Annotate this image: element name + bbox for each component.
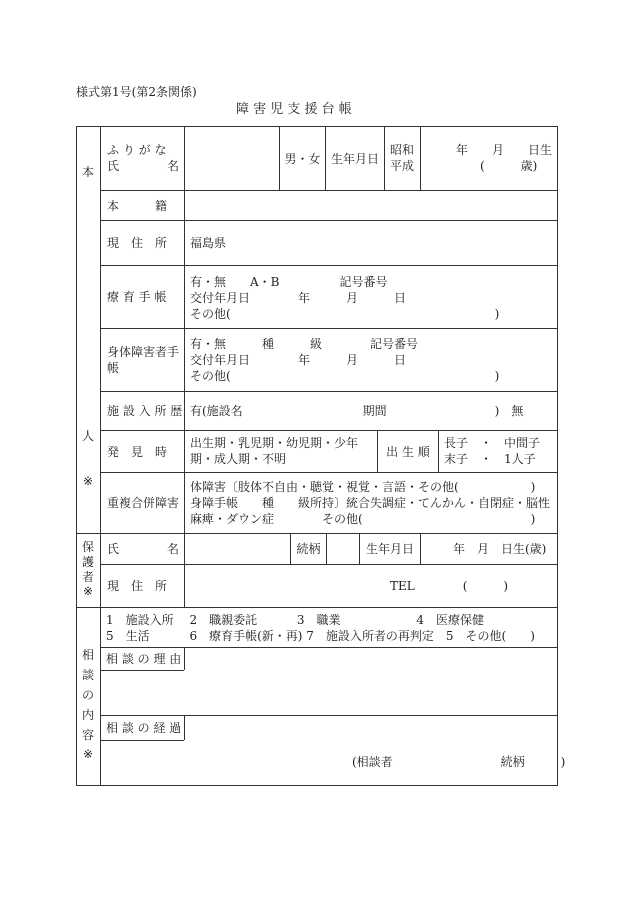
guardian-relation-label: 続柄 xyxy=(296,542,321,556)
section-person-mid: 人 xyxy=(81,429,94,443)
dob-label: 生年月日 xyxy=(330,151,379,166)
honseki-field[interactable] xyxy=(185,191,557,220)
era-heisei[interactable]: 平成 xyxy=(390,159,415,173)
consult-categories-line-1[interactable]: 1 施設入所 2 職親委託 3 職業 4 医療保健 xyxy=(106,613,484,627)
consult-categories-line-2[interactable]: 5 生活 6 療育手帳(新・再) 7 施設入所者の再判定 5 その他( ) xyxy=(106,629,535,643)
discovery-label: 発 見 時 xyxy=(107,444,168,459)
shintai-line-3[interactable]: その他( ) xyxy=(190,369,500,383)
guardian-dob-value[interactable]: 年 月 日生(歳) xyxy=(453,542,547,556)
shintai-line-2[interactable]: 交付年月日 年 月 日 xyxy=(190,353,407,367)
birth-order-label: 出 生 順 xyxy=(386,444,430,459)
multiple-disability-label: 重複合併障害 xyxy=(107,496,180,510)
section-guardian-label: 保護者 xyxy=(81,540,94,584)
section-guardian-mark: ※ xyxy=(82,584,94,598)
guardian-address-label: 現 住 所 xyxy=(107,579,168,593)
section-person-top: 本 xyxy=(81,165,94,179)
honseki-label: 本 籍 xyxy=(107,198,168,213)
shisetsu-history-value[interactable]: 有(施設名 期間 ) 無 xyxy=(190,404,524,418)
name-field[interactable] xyxy=(185,127,279,190)
dob-value[interactable]: 年 月 日生 xyxy=(456,143,553,157)
consult-reason-field[interactable] xyxy=(101,671,557,715)
shintai-techo-label: 身体障害者手帳 xyxy=(107,345,180,375)
shintai-line-1[interactable]: 有・無 種 級 記号番号 xyxy=(190,337,419,351)
multiple-disability-line-1[interactable]: 体障害〔肢体不自由・聴覚・視覚・言語・その他( ) xyxy=(190,480,536,494)
section-person-mark: ※ xyxy=(82,474,94,488)
consultant-value[interactable]: (相談者 続柄 ) xyxy=(352,755,566,769)
birth-order-line-1[interactable]: 長子 ・ 中間子 xyxy=(444,436,541,450)
ryoiku-line-1[interactable]: 有・無 A・B 記号番号 xyxy=(190,275,388,289)
ryoiku-techo-label: 療 育 手 帳 xyxy=(107,290,167,304)
multiple-disability-line-3[interactable]: 麻痺・ダウン症 その他( ) xyxy=(190,512,536,526)
discovery-line-2[interactable]: 期・成人期・不明 xyxy=(190,452,287,466)
address-value[interactable]: 福島県 xyxy=(190,236,227,250)
guardian-name-label: 氏 名 xyxy=(107,542,180,556)
furigana-label: ふ り が な xyxy=(107,143,167,157)
ryoiku-line-3[interactable]: その他( ) xyxy=(190,307,500,321)
ryoiku-line-2[interactable]: 交付年月日 年 月 日 xyxy=(190,291,407,305)
shisetsu-history-label: 施 設 入 所 歴 xyxy=(107,404,183,418)
guardian-relation-field[interactable] xyxy=(327,534,359,564)
discovery-line-1[interactable]: 出生期・乳児期・幼児期・少年 xyxy=(190,436,359,450)
guardian-tel-value[interactable]: TEL ( ) xyxy=(390,579,509,593)
guardian-name-field[interactable] xyxy=(185,534,290,564)
multiple-disability-line-2[interactable]: 身障手帳 種 級所持〕統合失調症・てんかん・自閉症・脳性 xyxy=(190,496,551,510)
address-label: 現 住 所 xyxy=(107,236,168,250)
section-consult-label: 相談の内容 xyxy=(81,648,94,742)
consult-reason-label: 相 談 の 理 由 xyxy=(106,652,182,666)
section-consult-mark: ※ xyxy=(82,747,94,761)
guardian-dob-label: 生年月日 xyxy=(365,542,414,556)
sex-selector[interactable]: 男・女 xyxy=(284,151,321,166)
name-label: 氏 名 xyxy=(107,159,180,173)
birth-order-line-2[interactable]: 末子 ・ 1人子 xyxy=(444,452,536,466)
era-showa[interactable]: 昭和 xyxy=(390,143,415,157)
form-number: 様式第1号(第2条関係) xyxy=(76,85,197,99)
page-title: 障 害 児 支 援 台 帳 xyxy=(236,102,352,117)
age-value[interactable]: ( 歳) xyxy=(480,159,538,173)
consult-progress-label: 相 談 の 経 過 xyxy=(106,721,182,735)
